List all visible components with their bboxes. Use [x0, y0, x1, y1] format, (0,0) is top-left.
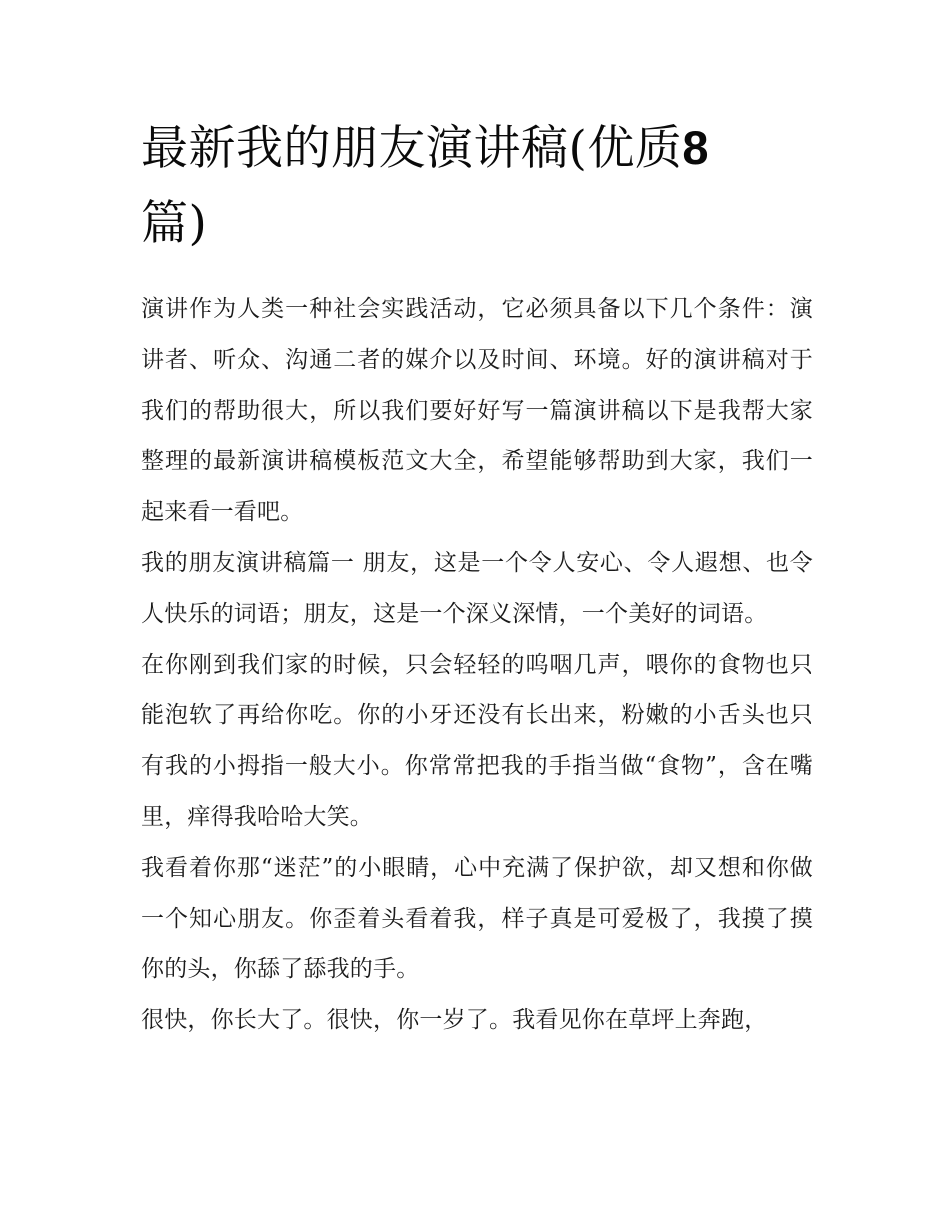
paragraph-first-arrival: 在你刚到我们家的时候，只会轻轻的呜咽几声，喂你的食物也只能泡软了再给你吃。你的小牙还没有长出来，粉嫩的小舌头也只有我的小拇指一般大小。你常常把我的手指当做“食物”，含在嘴里，痒得我哈哈大笑。	[141, 651, 813, 830]
title-number: 8	[682, 121, 709, 174]
paragraph-growing-up: 很快，你长大了。很快，你一岁了。我看见你在草坪上奔跑，	[141, 1007, 768, 1034]
paragraph-friend-word: 我的朋友演讲稿篇一 朋友，这是一个令人安心、令人遐想、也令人快乐的词语；朋友，这是一个深义深情，一个美好的词语。	[141, 549, 813, 627]
paragraph-intro: 演讲作为人类一种社会实践活动，它必须具备以下几个条件：演讲者、听众、沟通二者的媒介以及时间、环境。好的演讲稿对于我们的帮助很大，所以我们要好好写一篇演讲稿以下是我帮大家整理的最新演讲稿模板范文大全，希望能够帮助到大家，我们一起来看一看吧。	[141, 296, 813, 526]
document-title	[141, 110, 813, 261]
document-body	[141, 284, 813, 1046]
paragraph-little-eyes: 我看着你那“迷茫”的小眼睛，心中充满了保护欲，却又想和你做一个知心朋友。你歪着头看着我，样子真是可爱极了，我摸了摸你的头，你舔了舔我的手。	[141, 854, 813, 983]
title-text: 最新我的朋友演讲稿(优质	[141, 121, 683, 176]
document-page	[141, 110, 813, 1046]
title-text-continued: 篇)	[141, 196, 208, 251]
